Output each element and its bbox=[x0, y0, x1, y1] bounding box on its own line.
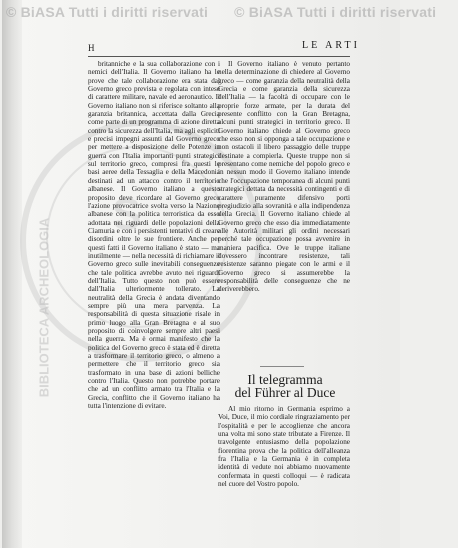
header-rule bbox=[88, 56, 350, 57]
telegram-heading-line1: Il telegramma bbox=[247, 372, 323, 387]
telegram-heading-line2: del Führer al Duce bbox=[234, 385, 336, 400]
section-title: LE ARTI bbox=[302, 40, 360, 51]
left-column-text: britanniche e la sua collaborazione con i nemici dell'Italia. Il Governo italiano ha le prove che tale collaborazione era stata dal Governo greco prevista e regolata con intese di carattere militare, navale ed aeronautico. Il Governo italiano non si riferisce soltanto alla garanzia britannica, accettata dalla Grecia come parte di un programma di azione diretta contro la sicurezza dell'Italia, ma agli espliciti e precisi impegni assunti dal Governo greco per mettere a disposizione delle Potenze in guerra con l'Italia importanti punti strategici sul territorio greco, compresi fra questi le basi aeree della Tessaglia e della Macedonia destinati ad un attacco contro il territorio albanese. Il Governo italiano a questo proposito deve ricordare al Governo greco l'azione provocatrice svolta verso la Nazione albanese con la politica terroristica da esso adottata nei riguardi delle popolazioni della Ciamuria e con i persistenti tentativi di creare disordini oltre le sue frontiere. Anche per questi fatti il Governo italiano è stato — ma inutilmente — nella necessità di richiamare il Governo greco sulle inevitabili conseguenze che tale politica avrebbe avuto nei riguardi dell'Italia. Tutto questo non può essere dall'Italia ulteriormente tollerato. La neutralità della Grecia è andata diventando sempre più una mera parvenza. La responsabilità di questa situazione risale in primo luogo alla Gran Bretagna e al suo proposito di coinvolgere sempre altri paesi nella guerra. Ma è ormai manifesto che la politica del Governo greco è stata ed è diretta a trasformare il territorio greco, o almeno a permettere che il territorio greco sia trasformato in una base di azioni belliche contro l'Italia. Questo non potrebbe portare che ad un conflitto armato tra l'Italia e la Grecia, conflitto che il Governo italiano ha tutta l'intenzione di evitare. bbox=[88, 60, 221, 411]
telegram-body: Al mio ritorno in Germania esprimo a Voi, Duce, il mio cordiale ringraziamento per l'ospitalità e per le accoglienze che ancora una volta mi sono state tributate a Firenze. Il travolgente entusiasmo della popolazione fiorentina prova che la politica dell'alleanza fra l'Italia e la Germania è in completa identità di vedute noi abbiamo nuovamente confermata in questi colloqui — è radicata nel cuore del Vostro popolo. bbox=[218, 405, 350, 489]
right-column-text: Il Governo italiano è venuto pertanto nella determinazione di chiedere al Governo greco — come garanzia della neutralità della Grecia e come garanzia della sicurezza dell'Italia — la facoltà di occupare con le proprie forze armate, per la durata del presente conflitto con la Gran Bretagna, alcuni punti strategici in territorio greco. Il Governo italiano chiede al Governo greco che esso non si opponga a tale occupazione e non ostacoli il libero passaggio delle truppe destinate a compierla. Queste truppe non si presentano come nemiche del popolo greco e in nessun modo il Governo italiano intende che l'occupazione temporanea di alcuni punti strategici dettata da necessità contingenti e di carattere puramente difensivo porti pregiudizio alla sovranità e alla indipendenza della Grecia. Il Governo italiano chiede al Governo greco che esso dia immediatamente alle Autorità militari gli ordini necessari perché tale occupazione possa avvenire in maniera pacifica. Ove le truppe italiane dovessero incontrare resistenze, tali resistenze saranno piegate con le armi e il Governo greco si assumerebbe la responsabilità delle conseguenze che ne deriverebbero. bbox=[218, 60, 350, 294]
watermark-text: © BiASA Tutti i diritti riservati bbox=[234, 4, 437, 20]
watermark-seal-letter: S bbox=[112, 190, 142, 239]
page-gutter-shadow bbox=[2, 0, 22, 548]
telegram-heading bbox=[216, 373, 354, 399]
section-divider bbox=[260, 366, 304, 367]
watermark-banner bbox=[6, 4, 437, 24]
scanned-page bbox=[2, 0, 400, 548]
watermark-text: © BiASA Tutti i diritti riservati bbox=[6, 4, 209, 20]
page-number: H bbox=[88, 43, 95, 53]
watermark-vertical-text: BIBLIOTECA ARCHEOLOGIA bbox=[36, 217, 52, 398]
